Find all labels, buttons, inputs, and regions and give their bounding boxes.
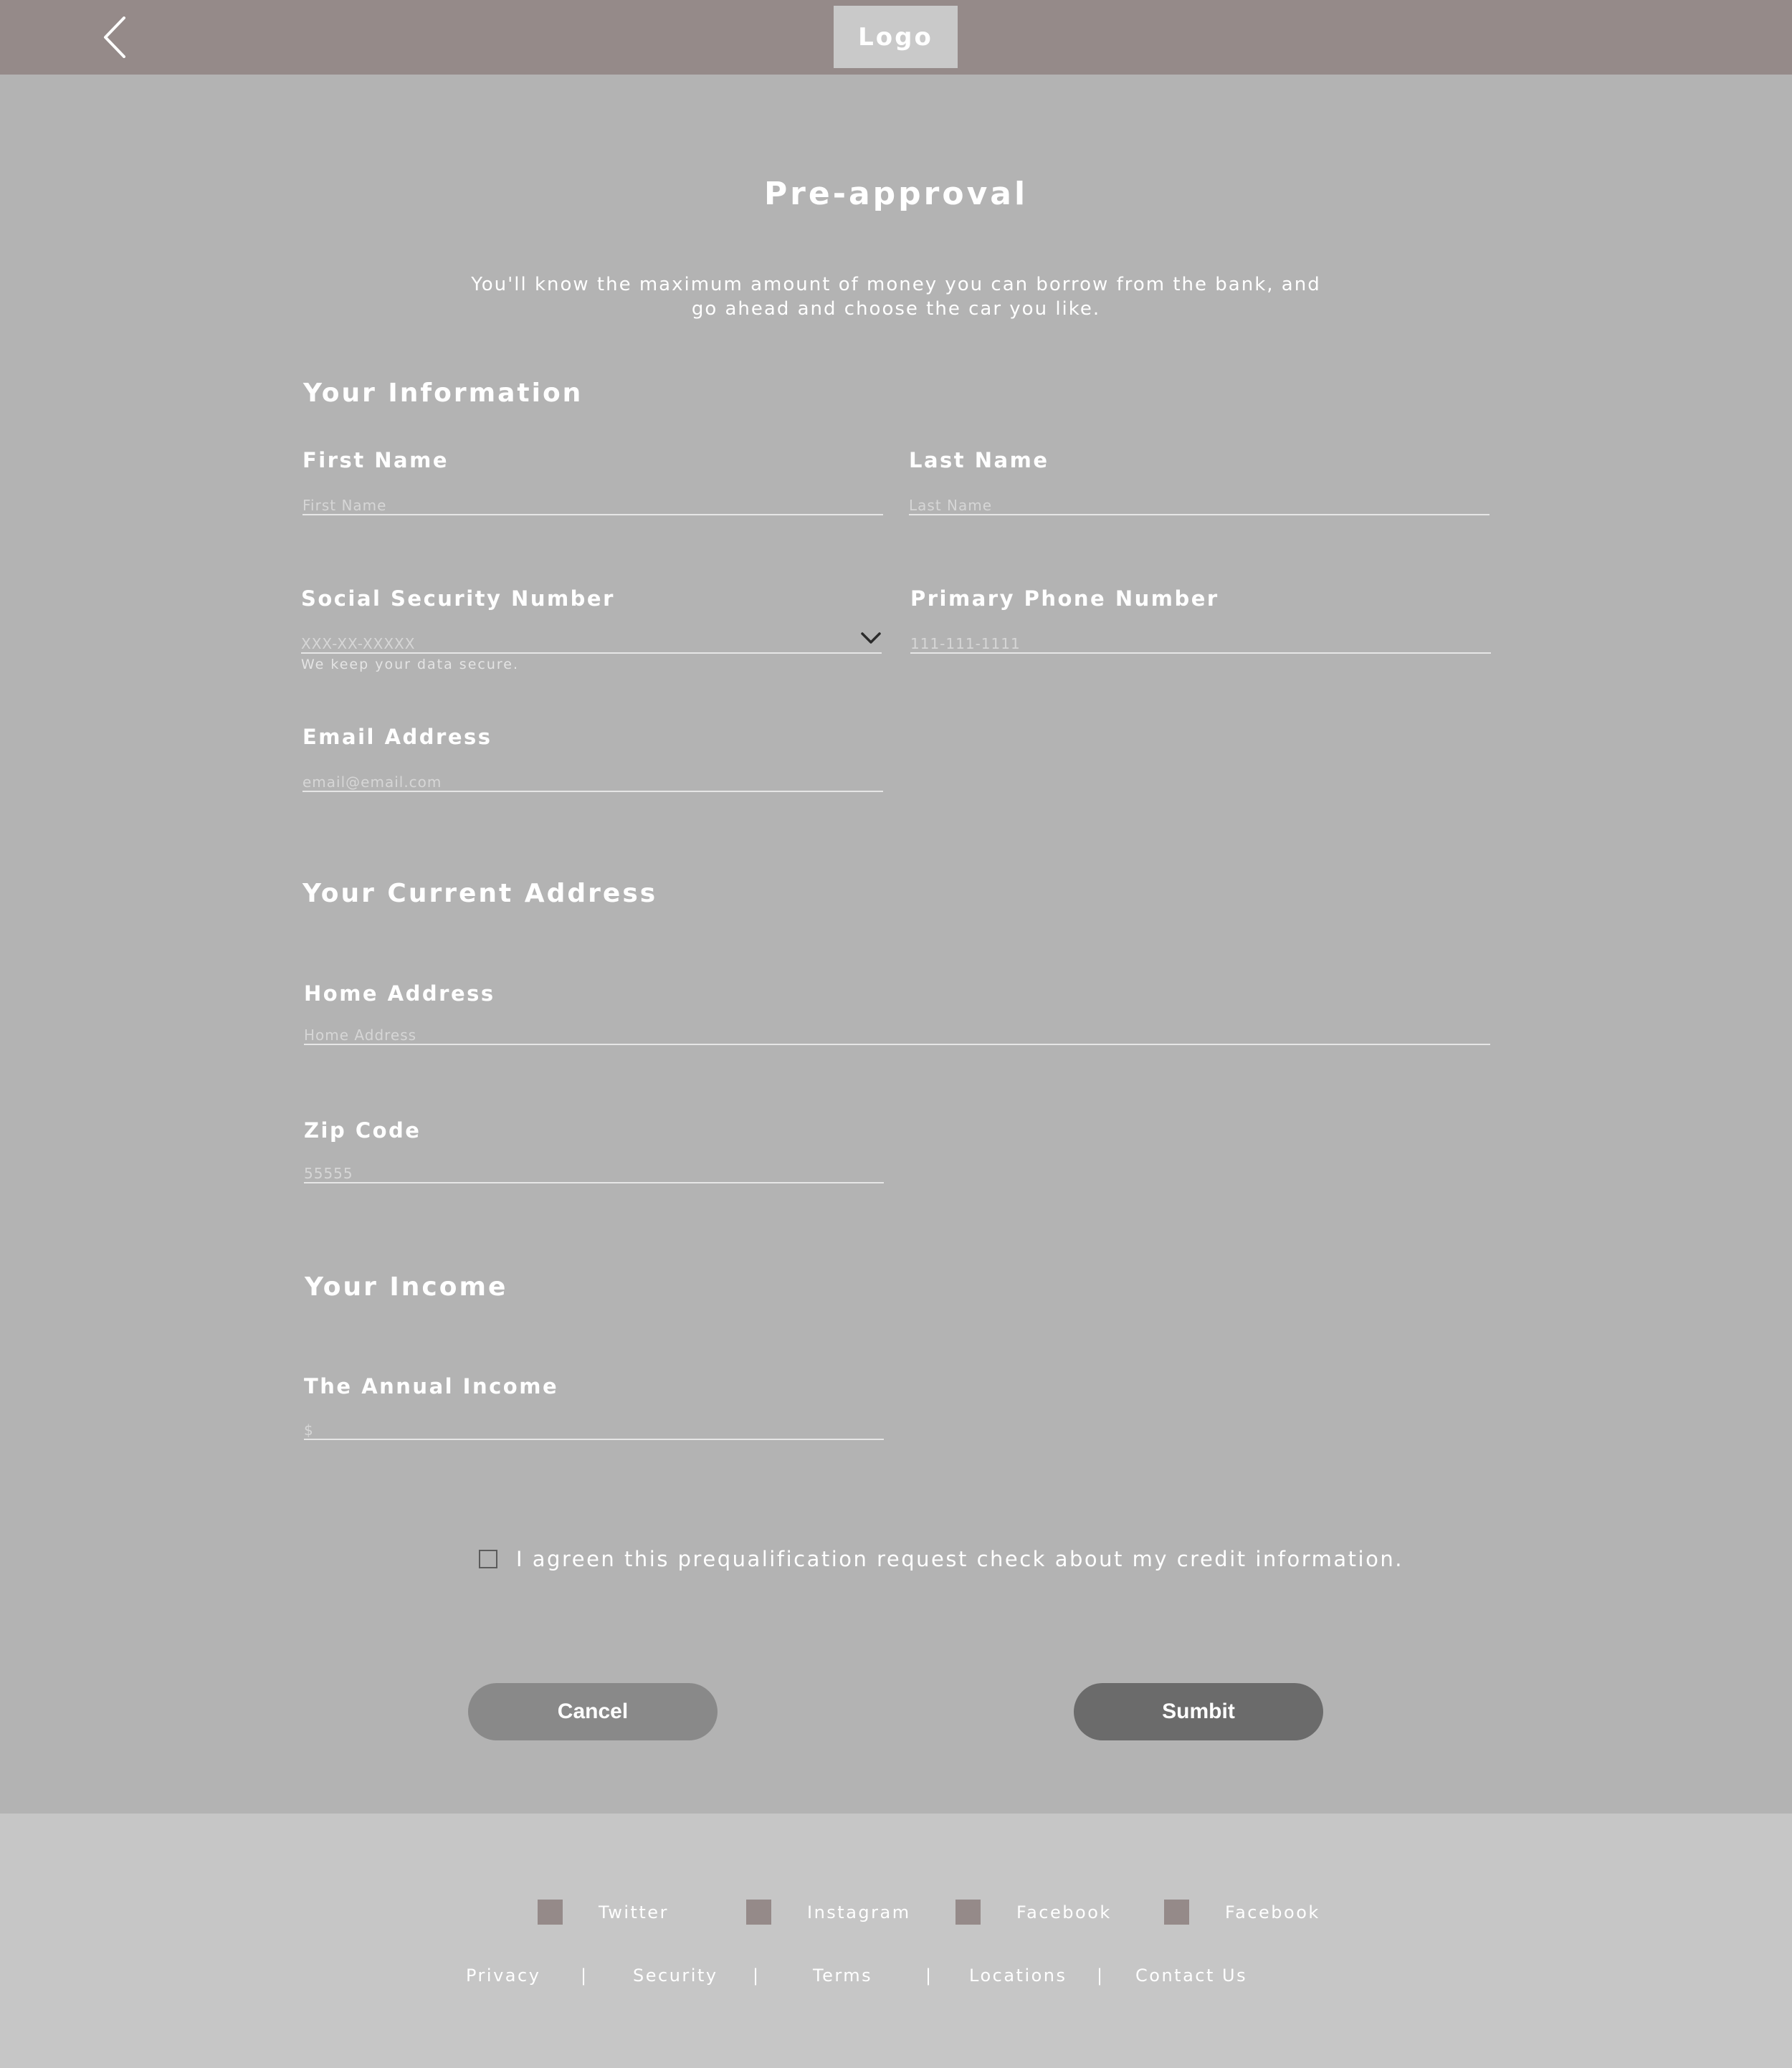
ssn-input[interactable] bbox=[301, 625, 882, 652]
annual-income-input[interactable] bbox=[304, 1411, 884, 1439]
social-label: Instagram bbox=[807, 1902, 911, 1922]
annual-income-label: The Annual Income bbox=[304, 1374, 559, 1398]
footer bbox=[0, 1814, 1792, 2068]
email-input[interactable] bbox=[302, 763, 883, 791]
last-name-field[interactable] bbox=[909, 487, 1490, 515]
footer-separator: | bbox=[581, 1965, 587, 1986]
social-link-facebook-2[interactable] bbox=[1164, 1900, 1320, 1925]
zip-code-field[interactable] bbox=[304, 1155, 884, 1183]
section-title-information: Your Information bbox=[303, 378, 583, 408]
annual-income-field[interactable] bbox=[304, 1411, 884, 1440]
footer-link-security[interactable]: Security bbox=[633, 1965, 718, 1986]
facebook-icon bbox=[955, 1900, 981, 1925]
chevron-left-icon bbox=[103, 16, 127, 58]
zip-code-input[interactable] bbox=[304, 1155, 884, 1182]
footer-link-locations[interactable]: Locations bbox=[969, 1965, 1067, 1986]
page-subtitle: You'll know the maximum amount of money you can borrow from the bank, and go ahead and choose the car you like. bbox=[471, 274, 1321, 320]
section-title-address: Your Current Address bbox=[302, 879, 658, 908]
last-name-label: Last Name bbox=[909, 448, 1049, 472]
social-link-twitter[interactable] bbox=[538, 1900, 669, 1925]
home-address-label: Home Address bbox=[304, 981, 495, 1006]
facebook-icon bbox=[1164, 1900, 1189, 1925]
top-header bbox=[0, 0, 1792, 75]
social-label: Twitter bbox=[599, 1902, 669, 1922]
footer-link-privacy[interactable]: Privacy bbox=[466, 1965, 541, 1986]
home-address-field[interactable] bbox=[304, 1016, 1490, 1045]
agreement-checkbox[interactable] bbox=[479, 1550, 497, 1568]
back-button[interactable] bbox=[93, 14, 136, 60]
social-label: Facebook bbox=[1016, 1902, 1112, 1922]
agreement-text: I agreen this prequalification request check about my credit information. bbox=[516, 1547, 1403, 1571]
instagram-icon bbox=[746, 1900, 771, 1925]
agreement-row bbox=[479, 1547, 1403, 1571]
cancel-button[interactable]: Cancel bbox=[468, 1683, 718, 1740]
footer-link-contact-us[interactable]: Contact Us bbox=[1135, 1965, 1248, 1986]
last-name-input[interactable] bbox=[909, 487, 1490, 514]
phone-input[interactable] bbox=[910, 625, 1491, 652]
first-name-label: First Name bbox=[302, 448, 449, 472]
social-link-instagram[interactable] bbox=[746, 1900, 911, 1925]
phone-label: Primary Phone Number bbox=[910, 586, 1219, 611]
email-field[interactable] bbox=[302, 763, 883, 792]
social-link-facebook[interactable] bbox=[955, 1900, 1112, 1925]
email-label: Email Address bbox=[302, 725, 492, 749]
social-label: Facebook bbox=[1225, 1902, 1320, 1922]
phone-field[interactable] bbox=[910, 625, 1491, 654]
first-name-input[interactable] bbox=[302, 487, 883, 514]
ssn-field[interactable] bbox=[301, 625, 882, 654]
footer-link-terms[interactable]: Terms bbox=[813, 1965, 873, 1986]
section-title-income: Your Income bbox=[305, 1272, 508, 1302]
page-title: Pre-approval bbox=[763, 176, 1029, 212]
first-name-field[interactable] bbox=[302, 487, 883, 515]
footer-separator: | bbox=[753, 1965, 759, 1986]
zip-code-label: Zip Code bbox=[304, 1118, 421, 1143]
logo[interactable]: Logo bbox=[834, 6, 958, 68]
ssn-helper-text: We keep your data secure. bbox=[301, 657, 520, 672]
footer-separator: | bbox=[1097, 1965, 1103, 1986]
ssn-label: Social Security Number bbox=[301, 586, 615, 611]
footer-separator: | bbox=[925, 1965, 932, 1986]
twitter-icon bbox=[538, 1900, 563, 1925]
chevron-down-icon[interactable] bbox=[860, 629, 882, 647]
home-address-input[interactable] bbox=[304, 1016, 1490, 1044]
submit-button[interactable]: Sumbit bbox=[1074, 1683, 1323, 1740]
